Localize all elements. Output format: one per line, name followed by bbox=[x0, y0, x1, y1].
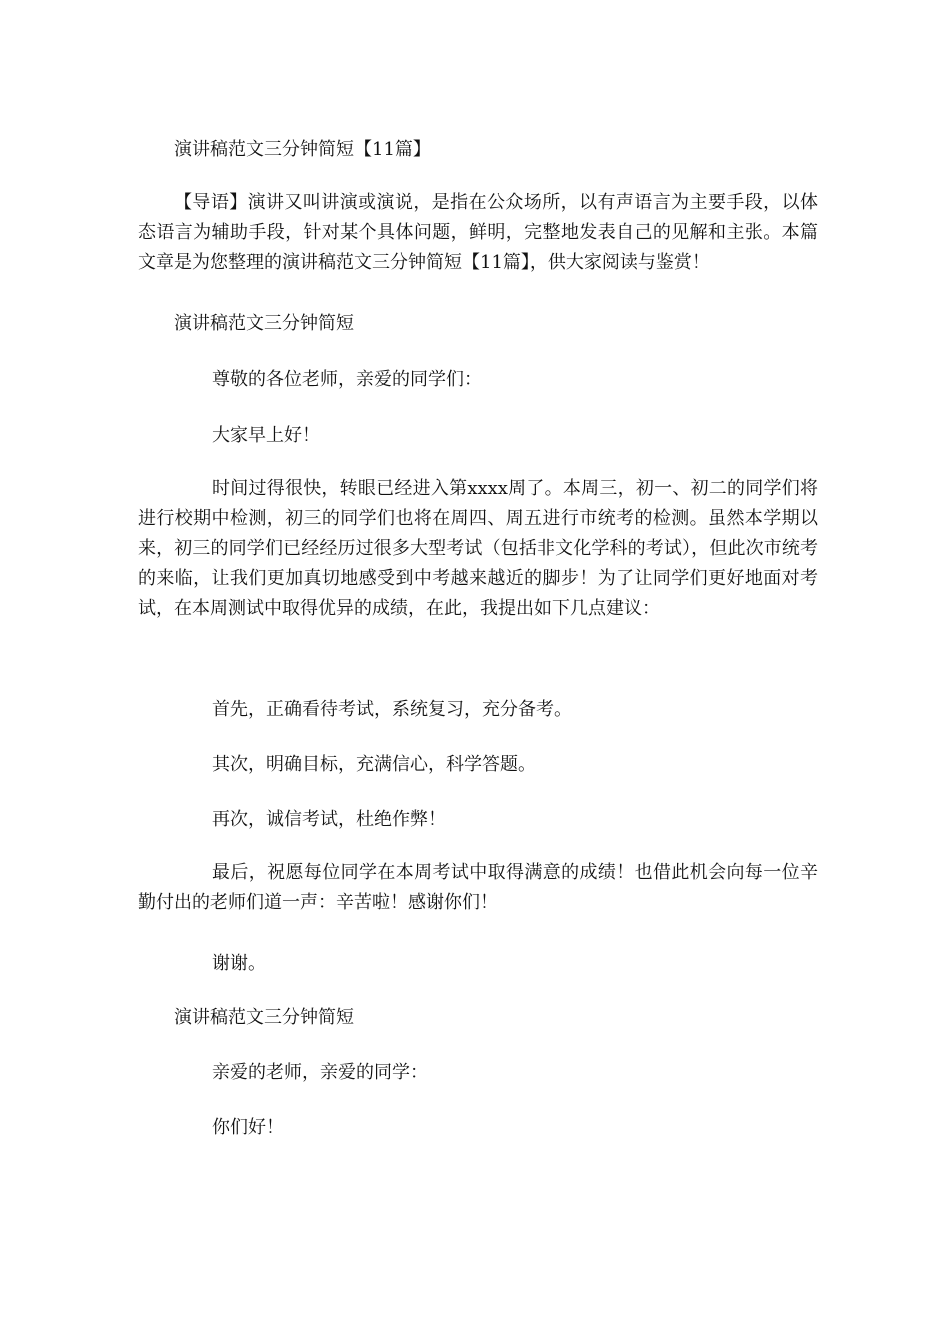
point-1: 首先，正确看待考试，系统复习，充分备考。 bbox=[212, 699, 572, 720]
thanks-line: 谢谢。 bbox=[212, 953, 266, 974]
greeting-2: 你们好！ bbox=[212, 1117, 284, 1138]
section-heading-1: 演讲稿范文三分钟简短 bbox=[174, 313, 354, 334]
closing-paragraph: 最后，祝愿每位同学在本周考试中取得满意的成绩！也借此机会向每一位辛勤付出的老师们道一声：辛苦啦！感谢你们！ bbox=[138, 862, 818, 913]
document-title: 演讲稿范文三分钟简短【11篇】 bbox=[174, 139, 431, 160]
intro-paragraph: 【导语】演讲又叫讲演或演说，是指在公众场所，以有声语言为主要手段，以体态语言为辅助手段，针对某个具体问题，鲜明，完整地发表自己的见解和主张。本篇文章是为您整理的演讲稿范文三分钟简短【11篇】，供大家阅读与鉴赏！ bbox=[138, 192, 818, 273]
point-3: 再次，诚信考试，杜绝作弊！ bbox=[212, 809, 446, 830]
section-heading-2: 演讲稿范文三分钟简短 bbox=[174, 1007, 354, 1028]
body-paragraph-1: 时间过得很快，转眼已经进入第xxxx周了。本周三，初一、初二的同学们将进行校期中检测，初三的同学们也将在周四、周五进行市统考的检测。虽然本学期以来，初三的同学们已经经历过很多大型考试（包括非文化学科的考试），但此次市统考的来临，让我们更加真切地感受到中考越来越近的脚步！为了让同学们更好地面对考试，在本周测试中取得优异的成绩，在此，我提出如下几点建议： bbox=[138, 478, 818, 619]
salutation-1: 尊敬的各位老师，亲爱的同学们： bbox=[212, 369, 482, 390]
greeting-1: 大家早上好！ bbox=[212, 425, 320, 446]
point-2: 其次，明确目标，充满信心，科学答题。 bbox=[212, 754, 536, 775]
salutation-2: 亲爱的老师，亲爱的同学： bbox=[212, 1062, 428, 1083]
